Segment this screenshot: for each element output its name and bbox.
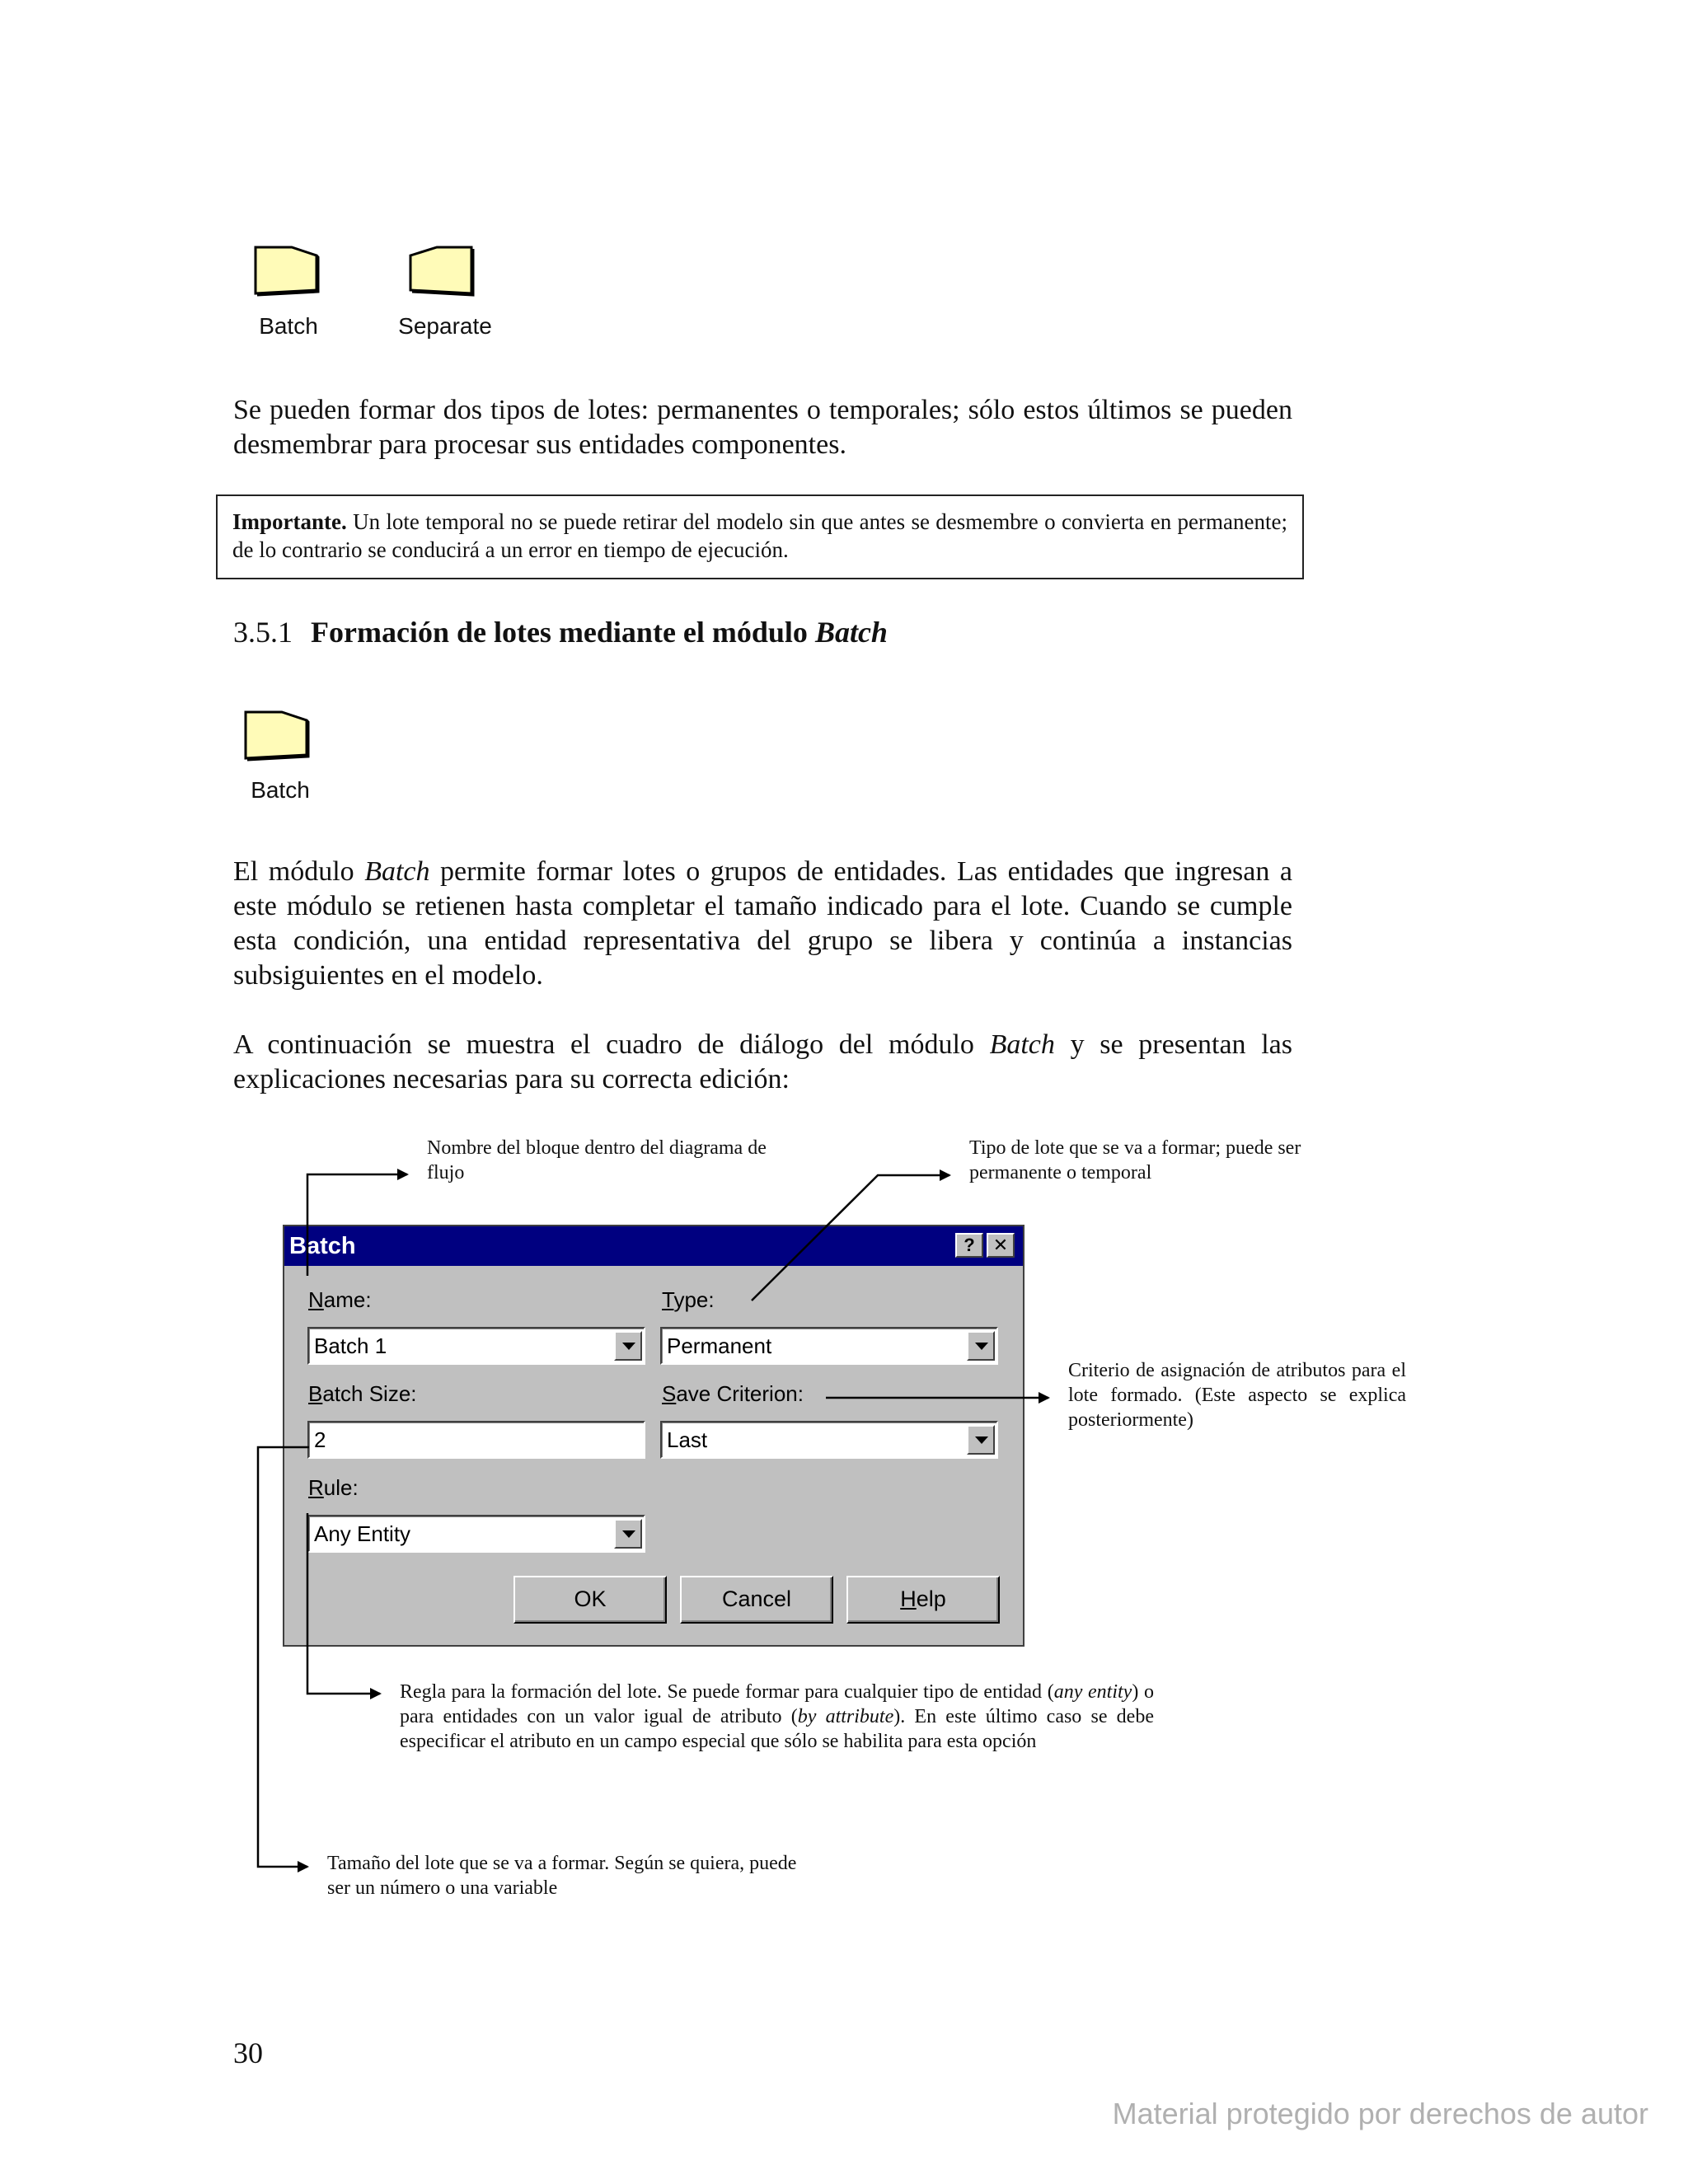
note-text: Un lote temporal no se puede retirar del modelo sin que antes se desmembre o convierta en permanente; de lo contrario se conducirá a un error en tiempo de ejecución. [232, 509, 1287, 562]
intro-paragraph: Se pueden formar dos tipos de lotes: permanentes o temporales; sólo estos últimos se pueden desmembrar para procesar sus entidades componentes. [233, 395, 1292, 460]
batch-size-value: 2 [314, 1427, 326, 1452]
separate-module-label: Separate [398, 313, 492, 339]
rule-label: Rule: [308, 1475, 359, 1500]
arrow-type [752, 1175, 950, 1301]
dialog-title: Batch [289, 1233, 356, 1259]
close-icon[interactable]: ✕ [987, 1233, 1015, 1258]
annotation-rule: Regla para la formación del lote. Se puede formar para cualquier tipo de entidad (any entity) o para entidades con un valor igual de atributo (by attribute). En este último caso se debe especificar el atributo en un campo especial que sólo se habilita para esta opción [400, 1681, 1154, 1752]
copyright-watermark: Material protegido por derechos de autor [1112, 2097, 1648, 2130]
name-value: Batch 1 [314, 1333, 387, 1358]
batch-size-label: Batch Size: [308, 1381, 417, 1406]
save-criterion-label: Save Criterion: [662, 1381, 804, 1406]
arrow-rule [307, 1513, 380, 1694]
type-value: Permanent [667, 1333, 772, 1358]
name-label: Name: [308, 1287, 372, 1312]
rule-value: Any Entity [314, 1521, 411, 1546]
help-title-button[interactable]: ? [955, 1233, 983, 1258]
annotation-name: Nombre del bloque dentro del diagrama de flujo [427, 1137, 767, 1183]
type-label: Type: [662, 1287, 715, 1312]
arrow-batch-size [258, 1447, 309, 1867]
cancel-button[interactable]: Cancel [680, 1576, 833, 1624]
paragraph-dialog-intro: A continuación se muestra el cuadro de diálogo del módulo Batch y se presentan las explicaciones necesarias para su correcta edición: [233, 1029, 1292, 1094]
annotation-type: Tipo de lote que se va a formar; puede ser permanente o temporal [969, 1137, 1301, 1183]
page-number: 30 [233, 2036, 263, 2069]
help-button[interactable]: Help [846, 1576, 1000, 1624]
section-title: Formación de lotes mediante el módulo Batch [311, 616, 888, 649]
section-number: 3.5.1 [233, 616, 293, 649]
paragraph-batch-description: El módulo Batch permite formar lotes o grupos de entidades. Las entidades que ingresan a este módulo se retienen hasta completar el tamaño indicado para el lote. Cuando se cumple esta condición, una entidad representativa del grupo se libera y continúa a instancias subsiguientes en el modelo. [233, 856, 1293, 991]
batch-module-label-2: Batch [251, 777, 310, 803]
arrow-name [307, 1174, 407, 1276]
batch-module-label: Batch [259, 313, 318, 339]
ok-button[interactable]: OK [513, 1576, 667, 1624]
note-lead: Importante. [232, 509, 347, 534]
annotation-batch-size: Tamaño del lote que se va a formar. Según se quiera, puede ser un número o una variable [327, 1853, 797, 1899]
annotation-save-criterion: Criterio de asignación de atributos para el lote formado. (Este aspecto se explica posteriormente) [1068, 1360, 1406, 1431]
save-criterion-value: Last [667, 1427, 708, 1452]
